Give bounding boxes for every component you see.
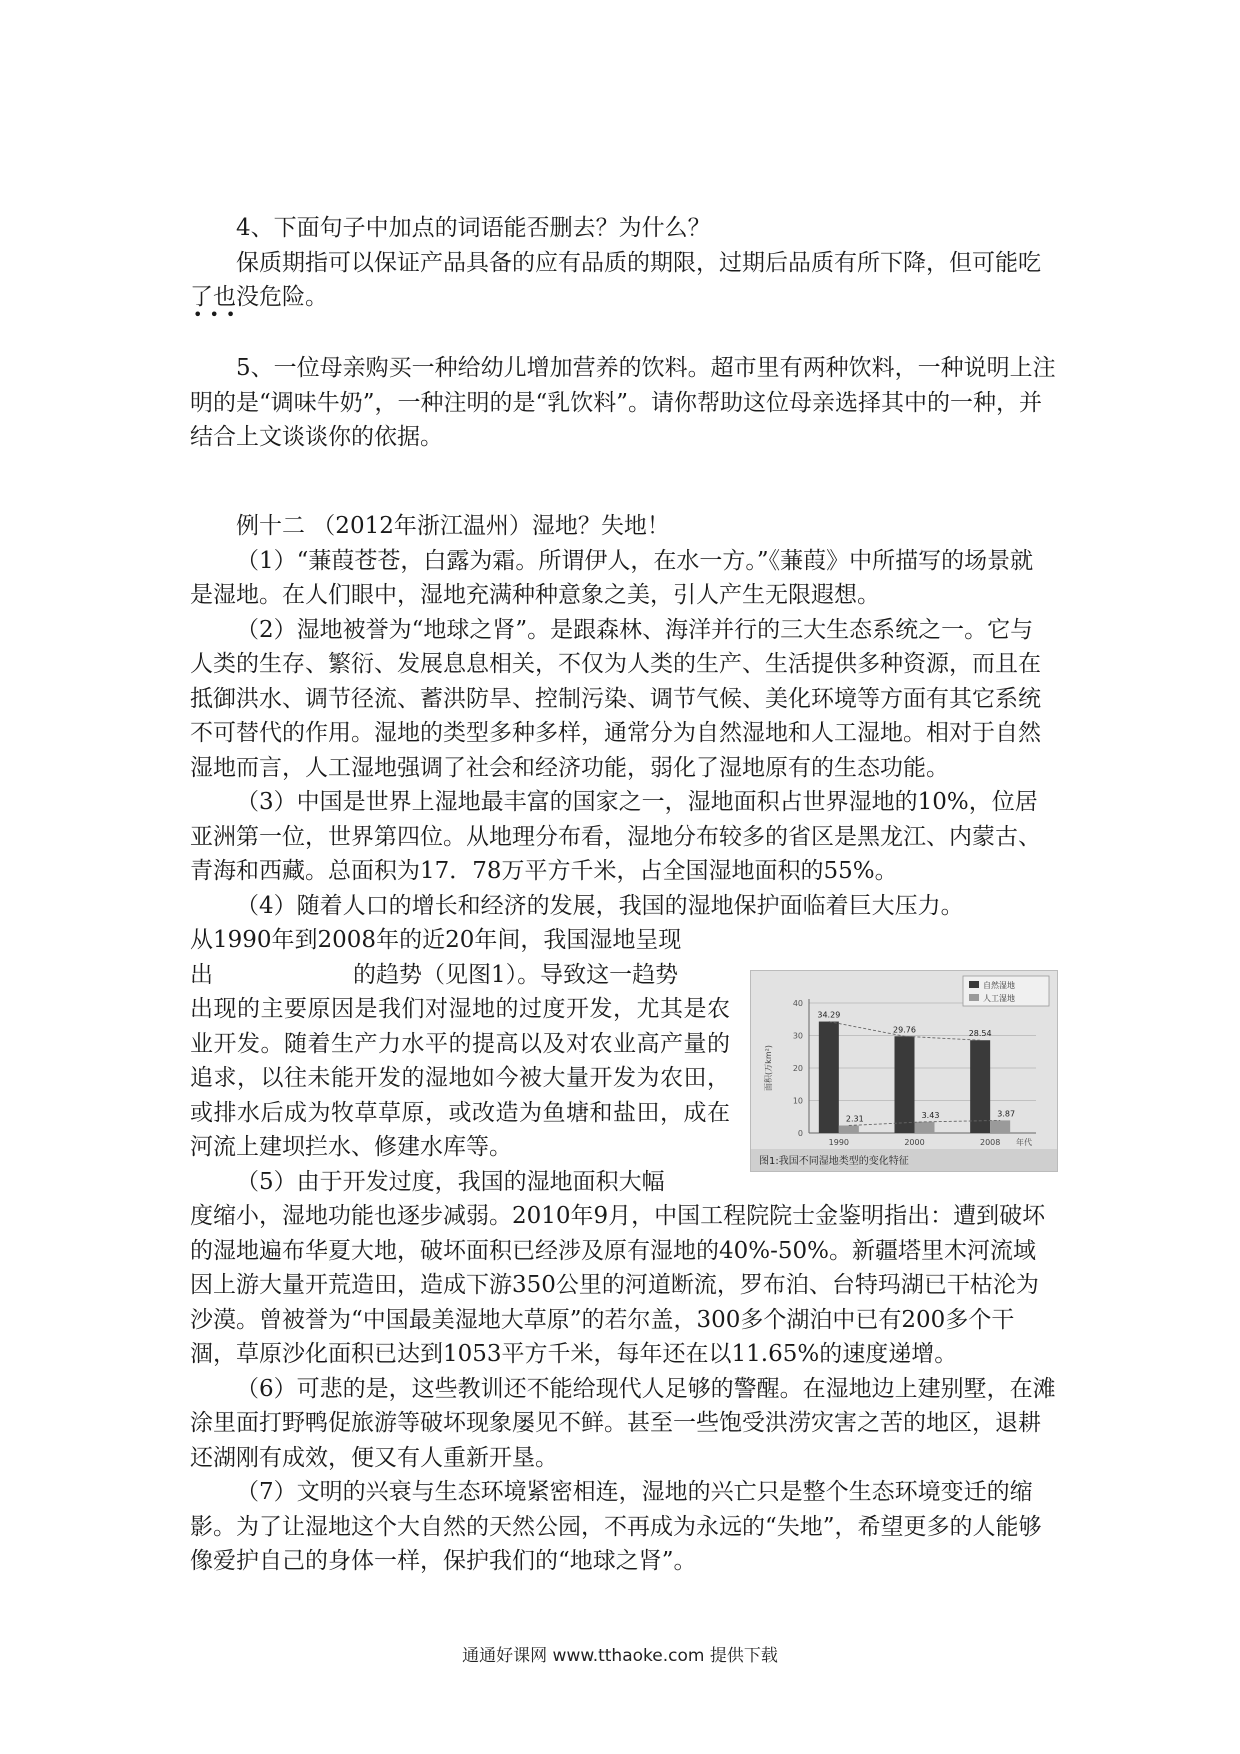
data-label: 3.87	[997, 1109, 1016, 1119]
x-axis-label: 年代	[1016, 1138, 1032, 1147]
paragraph-5-first: （5）由于开发过度，我国的湿地面积大幅	[236, 1168, 665, 1195]
paragraph-4-rest: 出现的主要原因是我们对湿地的过度开发，尤其是农业开发。随着生产力水平的提高以及对农业高产量的追求，以往未能开发的湿地如今被大量开发为农田，或排水后成为牧草草原，或改造为鱼塘和盐田，成在河流上建坝拦水、修建水库等。	[190, 996, 730, 1160]
data-label: 28.54	[968, 1029, 992, 1039]
y-tick-label: 0	[797, 1129, 803, 1138]
paragraph-4-line-2a: 出	[190, 961, 213, 988]
bar-natural	[819, 1022, 839, 1133]
chart-caption: 图1:我国不同湿地类型的变化特征	[759, 1156, 909, 1167]
bar-natural	[895, 1036, 915, 1133]
example-lower	[190, 1199, 1056, 1579]
example-upper	[190, 509, 1056, 923]
legend-label: 人工湿地	[983, 994, 1015, 1003]
legend-swatch	[969, 981, 979, 988]
paragraph-7: （7）文明的兴衰与生态环境紧密相连，湿地的兴亡只是整个生态环境变迁的缩影。为了让湿地这个大自然的天然公园，不再成为永远的“失地”，希望更多的人能够像爱护自己的身体一样，保护我们的“地球之肾”。	[190, 1479, 1042, 1574]
y-axis-label: 面积(万km²)	[764, 1045, 773, 1091]
paragraph-2: （2）湿地被誉为“地球之肾”。是跟森林、海洋并行的三大生态系统之一。它与人类的生存、繁衍、发展息息相关，不仅为人类的生产、生活提供多种资源，而且在抵御洪水、调节径流、蓄洪防旱、控制污染、调节气候、美化环境等方面有其它系统不可替代的作用。湿地的类型多种多样，通常分为自然湿地和人工湿地。相对于自然湿地而言，人工湿地强调了社会和经济功能，弱化了湿地原有的生态功能。	[190, 616, 1041, 781]
paragraph-6: （6）可悲的是，这些教训还不能给现代人足够的警醒。在湿地边上建别墅，在滩涂里面打野鸭促旅游等破坏现象屡见不鲜。甚至一些饱受洪涝灾害之苦的地区，退耕还湖刚有成效，便又有人重新开垦。	[190, 1375, 1056, 1471]
data-label: 3.43	[921, 1110, 940, 1120]
question-5-body: 5、一位母亲购买一种给幼儿增加营养的饮料。超市里有两种饮料，一种说明上注明的是“调味牛奶”，一种注明的是“乳饮料”。请你帮助这位母亲选择其中的一种，并结合上文谈谈你的依据。	[190, 355, 1056, 450]
data-label: 2.31	[845, 1114, 864, 1124]
x-tick-label: 1990	[828, 1138, 850, 1147]
bar-artificial	[915, 1122, 935, 1133]
question-4-title: 4、下面句子中加点的词语能否删去？为什么？	[236, 215, 711, 241]
paragraph-4-wrapped	[190, 923, 730, 1199]
paragraph-4-line-1: 从1990年到2008年的近20年间，我国湿地呈现	[190, 927, 682, 953]
data-label: 29.76	[893, 1025, 916, 1035]
example-heading: 例十二 （2012年浙江温州）湿地？失地！	[236, 513, 670, 539]
bar-artificial	[990, 1120, 1010, 1133]
x-tick-label: 2008	[979, 1138, 1001, 1147]
legend-label: 自然湿地	[983, 981, 1015, 990]
paragraph-3: （3）中国是世界上湿地最丰富的国家之一，湿地面积占世界湿地的10%，位居亚洲第一位，世界第四位。从地理分布看，湿地分布较多的省区是黑龙江、内蒙古、青海和西藏。总面积为17．78万平方千米，占全国湿地面积的55%。	[190, 789, 1041, 884]
question-4	[190, 211, 1056, 315]
wetland-chart-svg	[751, 971, 1057, 1171]
data-label: 34.29	[817, 1010, 841, 1020]
bar-natural	[970, 1040, 990, 1133]
question-5	[190, 351, 1056, 455]
emphasis-dots: •••	[193, 305, 243, 324]
paragraph-4-line-2	[190, 958, 730, 993]
paragraph-5-rest: 度缩小，湿地功能也逐步减弱。2010年9月，中国工程院院士金鉴明指出：遭到破坏的湿地遍布华夏大地，破坏面积已经涉及原有湿地的40%-50%。新疆塔里木河流域因上游大量开荒造田，造成下游350公里的河道断流，罗布泊、台特玛湖已干枯沦为沙漠。曾被誉为“中国最美湿地大草原”的若尔盖，300多个湖泊中已有200多个干涸，草原沙化面积已达到1053平方千米，每年还在以11.65%的速度递增。	[190, 1203, 1046, 1367]
x-tick-label: 2000	[904, 1138, 925, 1147]
wetland-chart	[750, 970, 1058, 1172]
y-tick-label: 20	[792, 1064, 803, 1073]
bar-artificial	[839, 1125, 859, 1133]
page-footer: 通通好课网 www.tthaoke.com 提供下载	[462, 1646, 778, 1666]
paragraph-4-first: （4）随着人口的增长和经济的发展，我国的湿地保护面临着巨大压力。	[236, 892, 964, 919]
paragraph-4-line-2b: 的趋势（见图1）。导致这一趋势	[353, 961, 679, 988]
paragraph-1: （1）“蒹葭苍苍，白露为霜。所谓伊人，在水一方。”《蒹葭》中所描写的场景就是湿地。在人们眼中，湿地充满种种意象之美，引人产生无限遐想。	[190, 547, 1034, 608]
question-4-body: 保质期指可以保证产品具备的应有品质的期限，过期后品质有所下降，但可能吃了也没危险。	[190, 249, 1041, 310]
y-tick-label: 10	[792, 1096, 803, 1106]
legend-swatch	[969, 994, 979, 1001]
y-tick-label: 40	[792, 999, 803, 1008]
y-tick-label: 30	[792, 1031, 803, 1041]
